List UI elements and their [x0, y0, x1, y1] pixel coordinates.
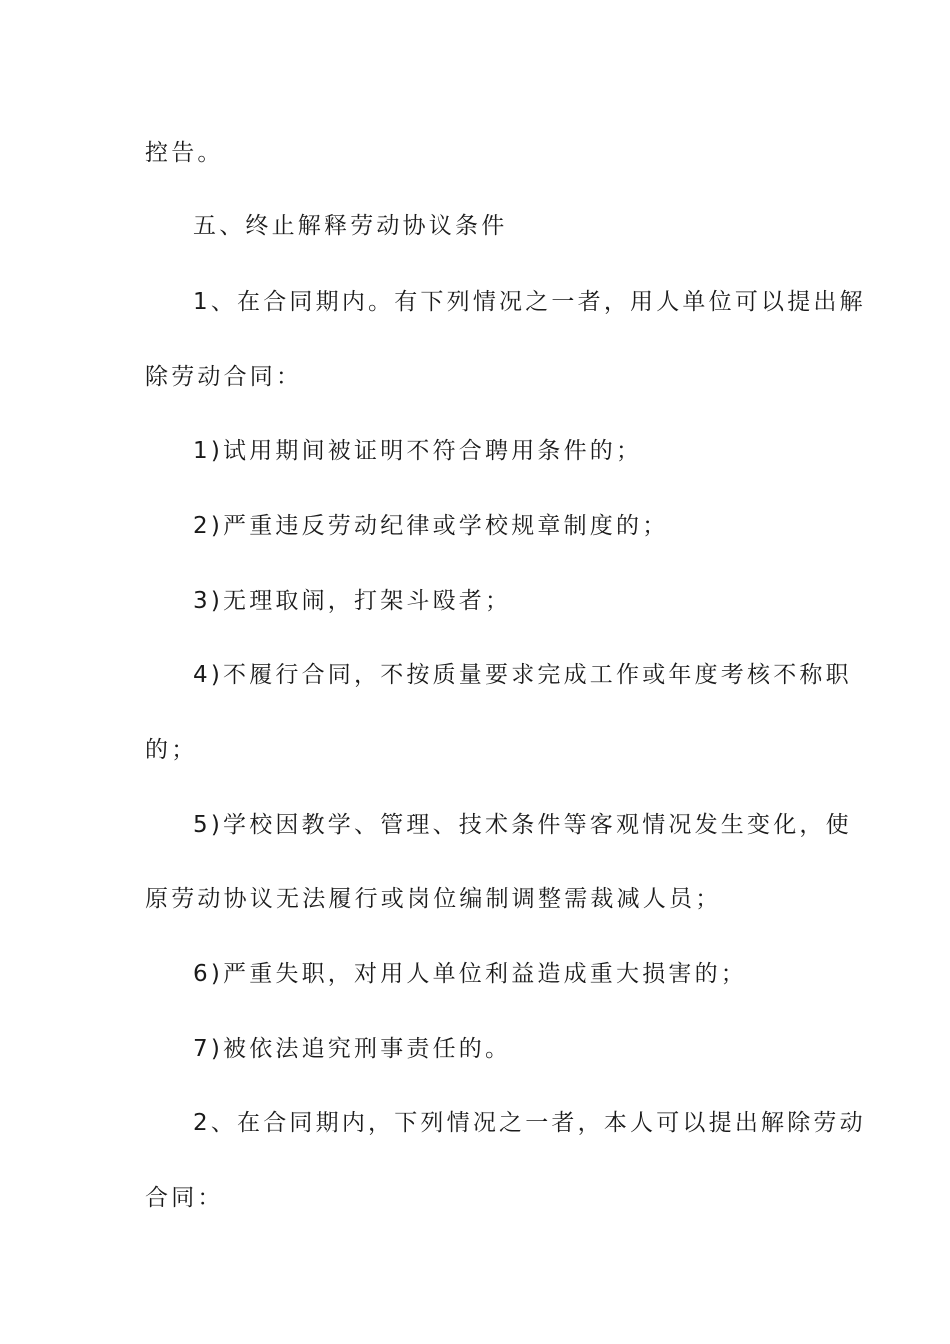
item-6: 6)严重失职，对用人单位利益造成重大损害的；	[193, 961, 748, 987]
clause-2-line-2: 合同：	[145, 1185, 224, 1211]
item-3: 3)无理取闹，打架斗殴者；	[193, 588, 512, 614]
item-4-line-1: 4)不履行合同，不按质量要求完成工作或年度考核不称职	[193, 662, 852, 688]
paragraph-continuation: 控告。	[145, 140, 224, 166]
clause-1-line-2: 除劳动合同：	[145, 364, 303, 390]
item-5-line-2: 原劳动协议无法履行或岗位编制调整需裁减人员；	[145, 886, 722, 912]
clause-1-line-1: 1、在合同期内。有下列情况之一者，用人单位可以提出解	[193, 289, 866, 315]
item-5-line-1: 5)学校因教学、管理、技术条件等客观情况发生变化，使	[193, 812, 852, 838]
section-heading: 五、终止解释劳动协议条件	[193, 213, 508, 239]
item-4-line-2: 的；	[145, 737, 198, 763]
item-2: 2)严重违反劳动纪律或学校规章制度的；	[193, 513, 669, 539]
clause-2-line-1: 2、在合同期内，下列情况之一者，本人可以提出解除劳动	[193, 1110, 866, 1136]
item-7: 7)被依法追究刑事责任的。	[193, 1036, 512, 1062]
item-1: 1)试用期间被证明不符合聘用条件的；	[193, 438, 643, 464]
